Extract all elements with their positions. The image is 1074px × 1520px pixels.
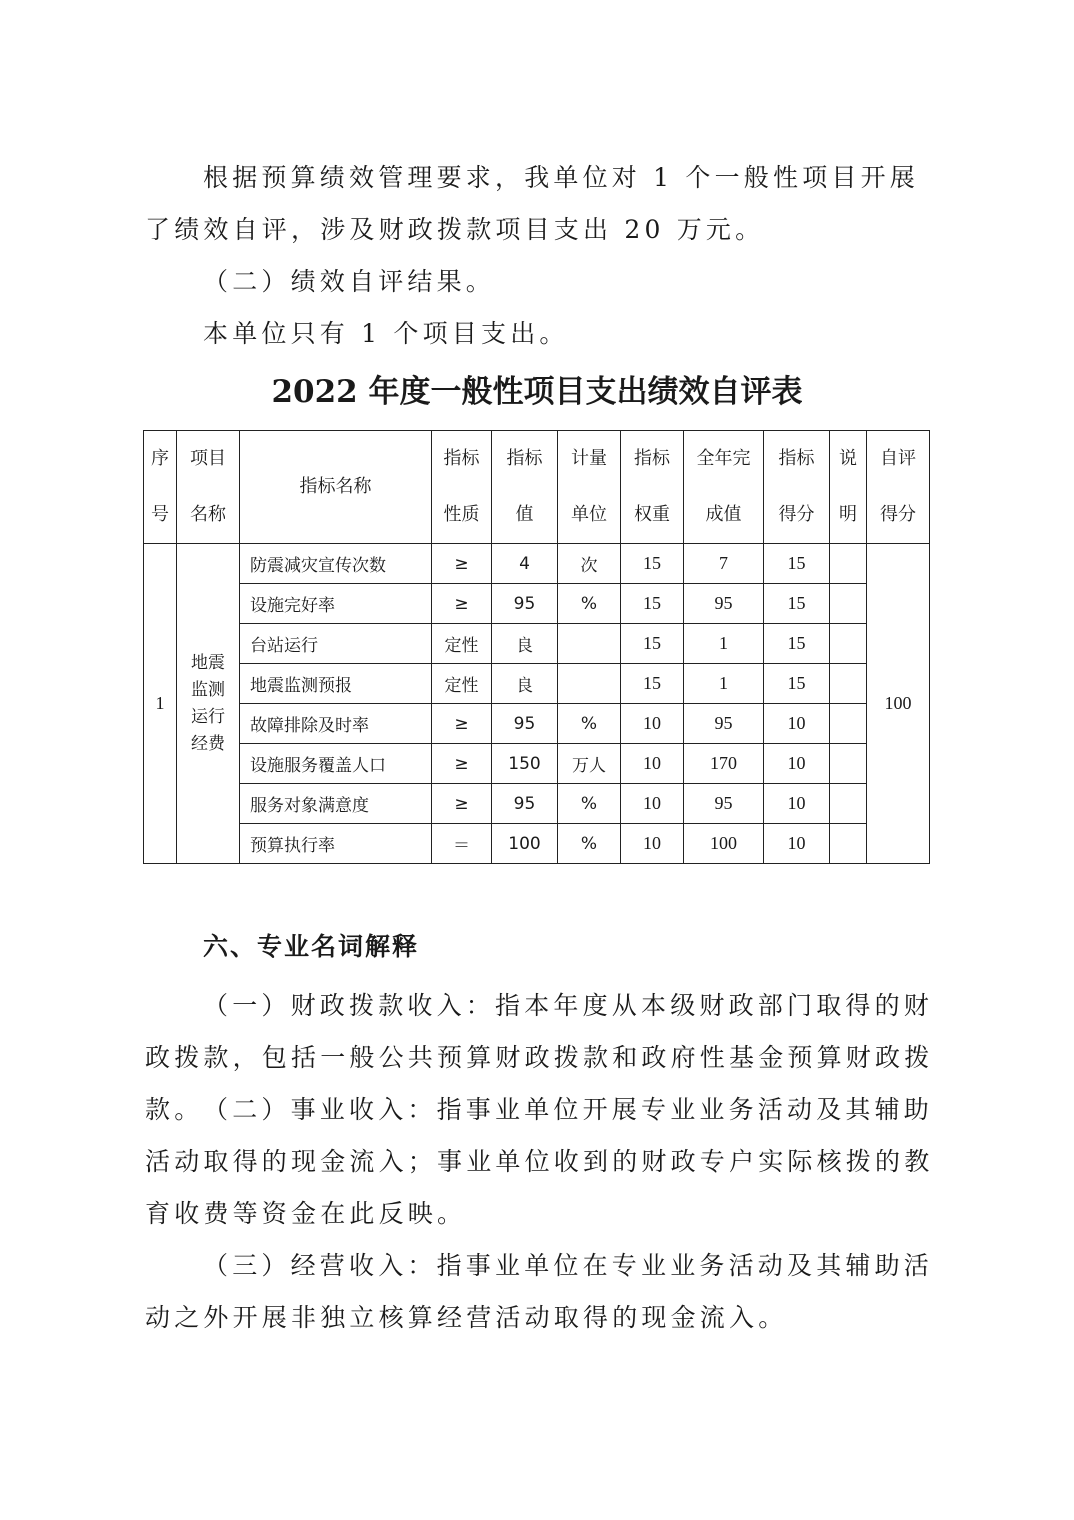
column-header-line: 值 [515,504,534,525]
weight-cell: 10 [621,784,684,824]
nature-cell: ≥ [432,584,492,624]
nature-cell: ≥ [432,704,492,744]
project-name-line: 监测 [191,679,225,700]
column-header [492,431,558,544]
self-score-cell: 100 [867,544,930,864]
nature-cell: ≥ [432,744,492,784]
column-header [558,431,621,544]
value-cell: 4 [492,544,558,584]
column-header [764,431,830,544]
nature-cell: ＝ [432,824,492,864]
actual-cell: 1 [684,664,764,704]
column-header-line: 指标 [443,448,480,469]
column-header-line: 项目 [190,448,226,469]
column-header [867,431,930,544]
value-cell: 良 [492,664,558,704]
intro-paragraph: 根据预算绩效管理要求，我单位对 1 个一般性项目开展了绩效自评，涉及财政拨款项目支出 20 万元。 [145,163,920,244]
column-header-line: 明 [839,504,857,525]
column-header [144,431,177,544]
glossary-item: （一）财政拨款收入：指本年度从本级财政部门取得的财政拨款，包括一般公共预算财政拨款和政府性基金预算财政拨款。 [145,991,934,1124]
performance-table [143,430,930,864]
glossary-heading: 六、专业名词解释 [203,932,420,961]
intro-note: 本单位只有 1 个项目支出。 [203,319,569,348]
nature-cell: ≥ [432,784,492,824]
column-header-line: 得分 [880,504,916,525]
column-header-line: 得分 [778,504,815,525]
column-header-line: 自评 [880,448,916,469]
name-cell: 台站运行 [240,624,432,664]
column-header-line: 名称 [190,504,226,525]
glossary-item: （三）经营收入：指事业单位在专业业务活动及其辅助活动之外开展非独立核算经营活动取得的现金流入。 [145,1251,934,1332]
name-cell: 预算执行率 [240,824,432,864]
name-cell: 服务对象满意度 [240,784,432,824]
column-header-line: 性质 [443,504,480,525]
unit-cell [558,664,621,704]
column-header-line: 权重 [634,504,670,525]
actual-cell: 170 [684,744,764,784]
glossary-item: （二）事业收入：指事业单位开展专业业务活动及其辅助活动取得的现金流入；事业单位收到的财政专户实际核拨的教育收费等资金在此反映。 [145,1095,934,1228]
table-row [144,824,930,864]
unit-cell: 次 [558,544,621,584]
name-cell: 地震监测预报 [240,664,432,704]
weight-cell: 10 [621,704,684,744]
unit-cell: % [558,704,621,744]
score-cell: 10 [764,824,830,864]
column-header-line: 序 [151,448,169,469]
column-header-line: 指标 [506,448,543,469]
column-header-line: 单位 [571,504,607,525]
project-name-line: 地震 [191,652,225,673]
table-header-row [144,431,930,544]
column-header-line: 指标 [778,448,815,469]
value-cell: 150 [492,744,558,784]
column-header-line: 全年完 [696,448,751,469]
weight-cell: 10 [621,744,684,784]
value-cell: 良 [492,624,558,664]
weight-cell: 15 [621,584,684,624]
note-cell [830,704,867,744]
value-cell: 95 [492,584,558,624]
column-header [177,431,240,544]
unit-cell: % [558,824,621,864]
section-subheading: （二）绩效自评结果。 [203,267,496,296]
actual-cell: 7 [684,544,764,584]
note-cell [830,784,867,824]
table-row [144,664,930,704]
note-cell [830,584,867,624]
column-header-line: 指标名称 [299,476,372,497]
value-cell: 95 [492,784,558,824]
column-header [684,431,764,544]
seq-cell: 1 [144,544,177,864]
note-cell [830,624,867,664]
name-cell: 设施完好率 [240,584,432,624]
column-header [621,431,684,544]
weight-cell: 15 [621,624,684,664]
score-cell: 10 [764,784,830,824]
score-cell: 15 [764,624,830,664]
note-cell [830,664,867,704]
column-header [830,431,867,544]
unit-cell: % [558,584,621,624]
actual-cell: 1 [684,624,764,664]
actual-cell: 95 [684,584,764,624]
score-cell: 15 [764,544,830,584]
column-header [240,431,432,544]
unit-cell: 万人 [558,744,621,784]
actual-cell: 100 [684,824,764,864]
note-cell [830,544,867,584]
table-row [144,584,930,624]
note-cell [830,824,867,864]
weight-cell: 15 [621,544,684,584]
unit-cell [558,624,621,664]
column-header-line: 计量 [571,448,607,469]
actual-cell: 95 [684,704,764,744]
table-row [144,544,930,584]
actual-cell: 95 [684,784,764,824]
column-header-line: 指标 [634,448,670,469]
nature-cell: 定性 [432,664,492,704]
score-cell: 15 [764,664,830,704]
note-cell [830,744,867,784]
table-row [144,704,930,744]
nature-cell: ≥ [432,544,492,584]
table-title: 2022 年度一般性项目支出绩效自评表 [271,374,803,410]
table-row [144,744,930,784]
column-header-line: 说 [839,448,857,469]
project-name-line: 经费 [191,733,225,754]
column-header [432,431,492,544]
name-cell: 故障排除及时率 [240,704,432,744]
table-row [144,624,930,664]
project-name-cell [177,544,240,864]
name-cell: 设施服务覆盖人口 [240,744,432,784]
weight-cell: 10 [621,824,684,864]
unit-cell: % [558,784,621,824]
table-row [144,784,930,824]
score-cell: 15 [764,584,830,624]
score-cell: 10 [764,744,830,784]
project-name-line: 运行 [191,706,225,727]
nature-cell: 定性 [432,624,492,664]
score-cell: 10 [764,704,830,744]
weight-cell: 15 [621,664,684,704]
value-cell: 95 [492,704,558,744]
value-cell: 100 [492,824,558,864]
column-header-line: 号 [151,504,169,525]
column-header-line: 成值 [705,504,742,525]
name-cell: 防震减灾宣传次数 [240,544,432,584]
